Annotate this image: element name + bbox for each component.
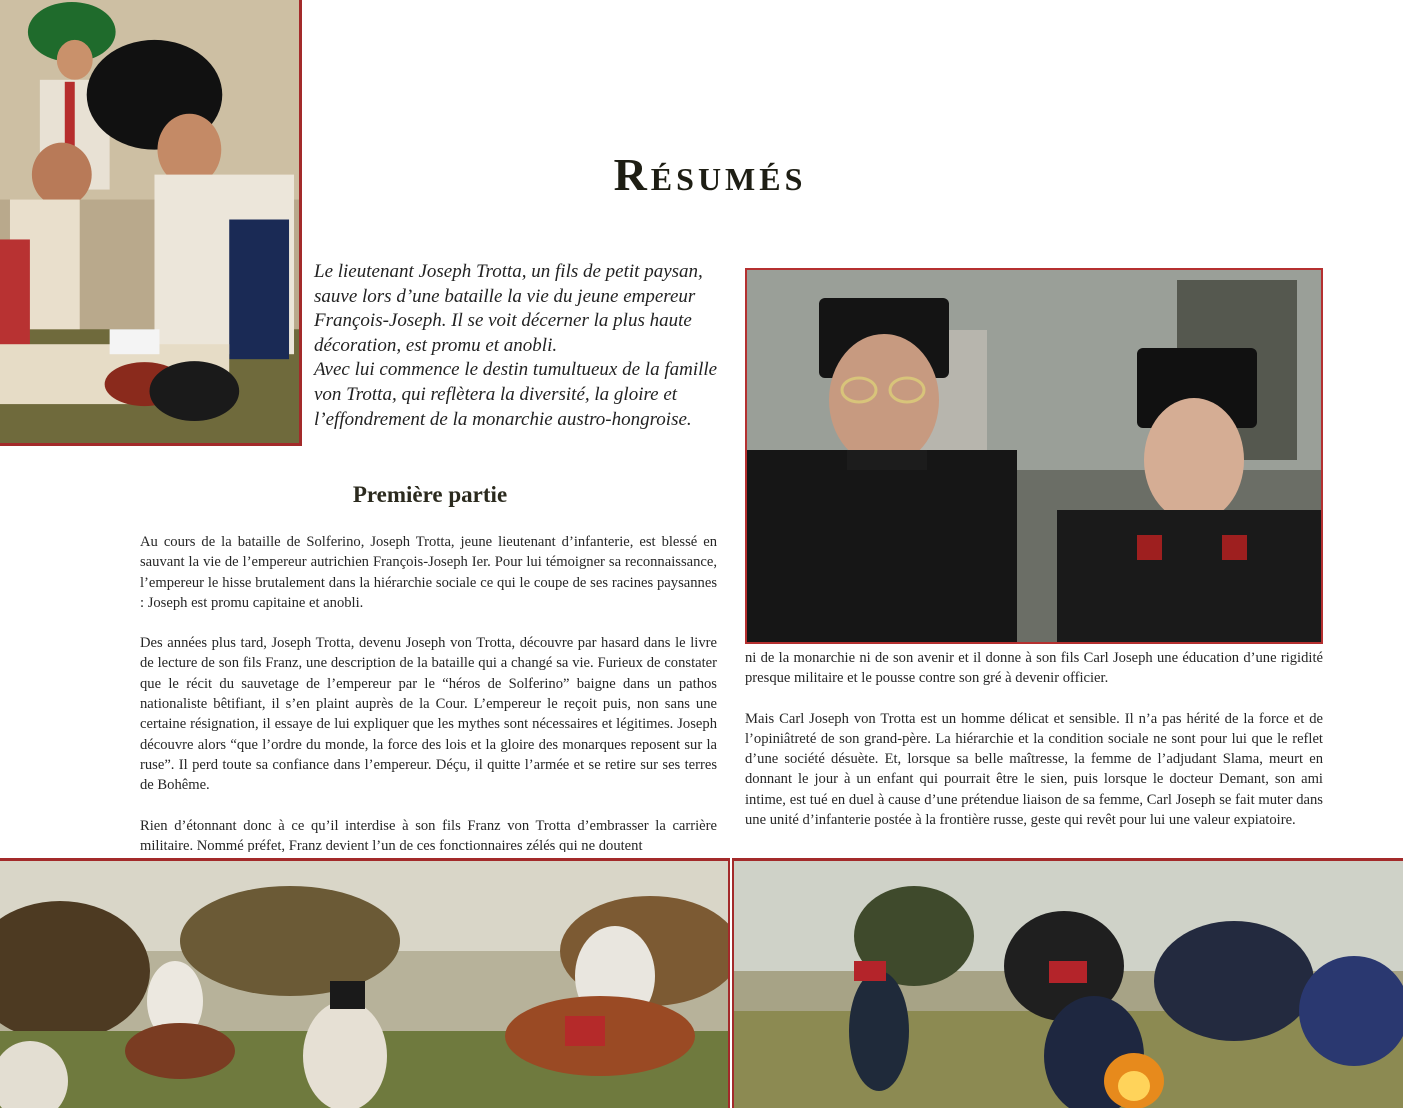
photo-wounded-soldier bbox=[0, 0, 302, 446]
intro-paragraph: Le lieutenant Joseph Trotta, un fils de petit paysan, sauve lors d’une bataille la vie du jeune empereur François-Joseph. Il se voit décerner la plus haute décoration, est promu et anobli. bbox=[314, 261, 703, 356]
intro-paragraph: Avec lui commence le destin tumultueux de la famille von Trotta, qui reflètera la diversité, la gloire et l’effondrement de la monarchie austro-hongroise. bbox=[314, 359, 718, 430]
left-column-text bbox=[140, 532, 717, 852]
paragraph: Au cours de la bataille de Solferino, Joseph Trotta, jeune lieutenant d’infanterie, est blessé en sauvant la vie de l’empereur autrichien François-Joseph Ier. Pour lui témoigner sa reconnaissance, l’empereur le hisse brutalement dans la hiérarchie sociale ce qui le coupe de ses racines paysannes : Joseph est promu capitaine et anobli. bbox=[140, 534, 717, 611]
paragraph: Rien d’étonnant donc à ce qu’il interdise à son fils Franz von Trotta d’embrasser la carrière militaire. Nommé préfet, Franz devient l’un de ces fonctionnaires zélés qui ne doutent bbox=[140, 817, 717, 852]
intro-text bbox=[314, 260, 722, 432]
right-column-text bbox=[745, 648, 1323, 854]
section-heading: Première partie bbox=[352, 482, 508, 507]
page-title: Résumés bbox=[613, 149, 807, 200]
photo-cavalry-field bbox=[0, 858, 730, 1108]
photo-cavalry-charge bbox=[732, 858, 1403, 1108]
photo-officers bbox=[745, 268, 1323, 644]
paragraph: ni de la monarchie ni de son avenir et il donne à son fils Carl Joseph une éducation d’une rigidité presque militaire et le pousse contre son gré à devenir officier. bbox=[745, 650, 1323, 687]
paragraph: Des années plus tard, Joseph Trotta, devenu Joseph von Trotta, découvre par hasard dans le livre de lecture de son fils Franz, une description de la bataille qui a changé sa vie. Furieux de constater que le récit du sauvetage de l’empereur par le “héros de Solferino” baigne dans un pathos nationaliste bêtifiant, il s’en plaint auprès de la Cour. L’empereur le reçoit puis, non sans une certaine résignation, il essaye de lui expliquer que les mythes sont nécessaires et légitimes. Joseph découvre alors “que l’ordre du monde, la force des lois et la gloire des monarques reposent sur la ruse”. Il perd toute sa confiance dans l’empereur. Déçu, il quitte l’armée et se retire sur ses terres de Bohême. bbox=[140, 635, 717, 794]
paragraph: Mais Carl Joseph von Trotta est un homme délicat et sensible. Il n’a pas hérité de la force et de l’opiniâtreté de son grand-père. La hiérarchie et la condition sociale ne sont pour lui que le reflet d’une société désuète. Et, lorsque sa belle maîtresse, la femme de l’adjudant Slama, meurt en donnant le jour à un enfant qui pourrait être le sien, puis lorsque le docteur Demant, son ami intime, est tué en duel à cause d’une prétendue liaison de sa femme, Carl Joseph se fait muter dans une unité d’infanterie postée à la frontière russe, geste qui revêt pour lui une valeur expiatoire. bbox=[745, 710, 1323, 829]
